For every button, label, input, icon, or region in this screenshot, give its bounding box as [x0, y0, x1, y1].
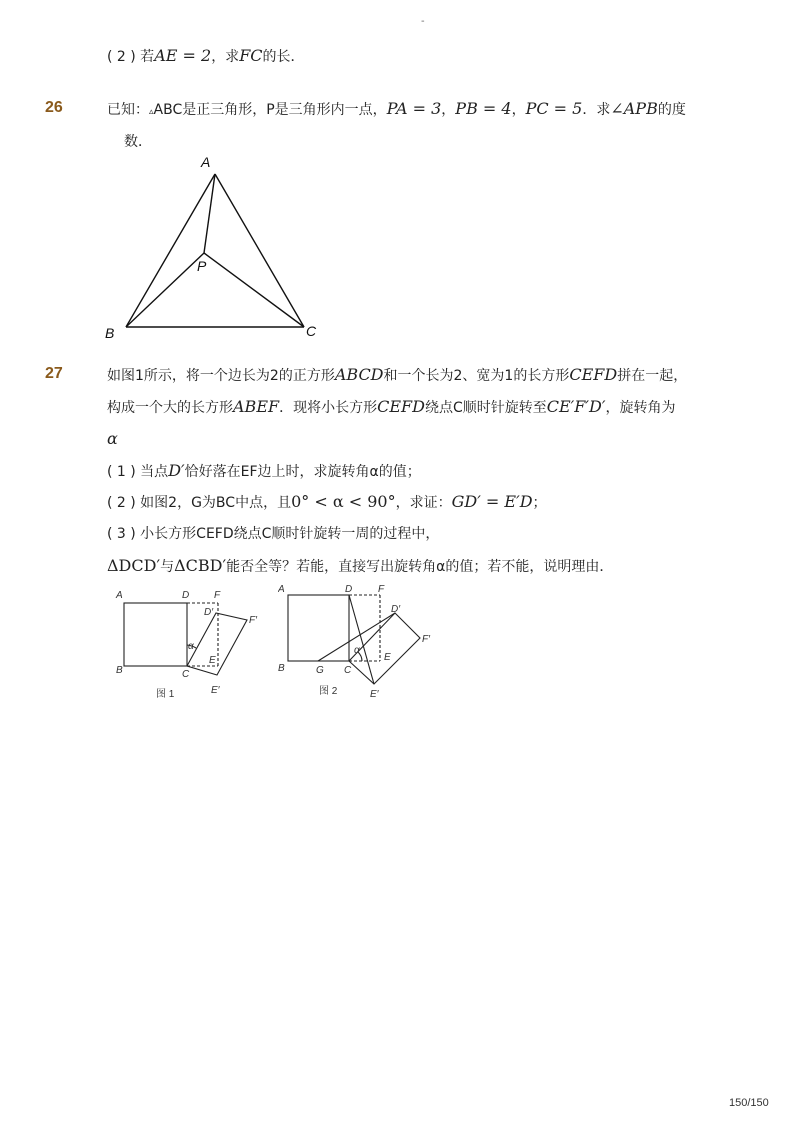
q27-figure-2 — [278, 580, 443, 705]
segment-pa — [204, 174, 215, 253]
fig1-label-e: E — [209, 655, 216, 666]
q27-l2c: 绕点C顺时针旋转至 — [424, 400, 547, 416]
q27-p2c: ； — [532, 495, 547, 511]
label-c: C — [306, 323, 317, 339]
q25-math-ae: AE = 2 — [154, 46, 212, 65]
q27-l2b: ．现将小长方形 — [279, 400, 378, 416]
fig2-label-a: A — [278, 584, 285, 595]
fig2-label-eprime: E′ — [370, 689, 379, 700]
q27-l2d: ，旋转角为 — [605, 400, 676, 416]
fig2-label-g: G — [316, 665, 324, 676]
fig1-label-f: F — [214, 590, 221, 601]
q26-math-pc: PC = 5 — [525, 99, 583, 118]
q27-math-cefd-prime: CE′F′D′ — [546, 397, 606, 416]
q27-part3-line2 — [107, 556, 613, 577]
fig2-label-alpha: α — [354, 645, 360, 656]
q25-part2 — [107, 46, 305, 67]
q27-math-abef: ABEF — [233, 397, 280, 416]
q25-part2-mid: ，求 — [211, 49, 240, 65]
q26-line1 — [107, 99, 686, 122]
label-a: A — [201, 154, 211, 170]
q25-math-fc: FC — [239, 46, 263, 65]
fig2-label-e: E — [384, 652, 391, 663]
fig2-label-d: D — [345, 584, 353, 595]
fig1-label-dprime: D′ — [204, 607, 214, 618]
fig1-label-fprime: F′ — [249, 615, 257, 626]
q27-l2a: 构成一个大的长方形 — [107, 400, 233, 416]
q27-figure-1 — [110, 585, 270, 710]
q26-line2: 数． — [124, 134, 152, 150]
q27-p1b: 恰好落在EF边上时，求旋转角α的值； — [184, 464, 421, 480]
q26-text-c: ．求 — [582, 102, 611, 118]
q27-line2 — [107, 397, 675, 418]
fig1-caption: 图 1 — [156, 689, 175, 700]
q27-math-cbd: ΔCBD′ — [174, 556, 227, 575]
q27-p2a: ( 2 ) 如图2，G为BC中点，且 — [107, 495, 292, 511]
q27-alpha: α — [107, 429, 118, 448]
q27-math-range: 0° < α < 90° — [291, 492, 396, 511]
square-abcd — [288, 595, 349, 661]
fig1-label-b: B — [116, 665, 123, 676]
q26-number: 26 — [45, 99, 63, 116]
q27-math-cefd: CEFD — [569, 365, 618, 384]
segment-pb — [126, 253, 204, 327]
q27-math-dcd: ΔDCD′ — [107, 556, 161, 575]
fig2-label-b: B — [278, 663, 285, 674]
q27-math-proof: GD′ = E′D — [451, 492, 533, 511]
fig1-label-c: C — [182, 669, 190, 680]
fig1-label-a: A — [116, 590, 123, 601]
q26-text-b: ABC是正三角形，P是三角形内一点， — [153, 102, 387, 118]
q26-math-pb: PB = 4 — [455, 99, 512, 118]
q27-math-cefd-2: CEFD — [377, 397, 425, 416]
q26-text-a: 已知： — [107, 102, 149, 118]
square-abcd — [124, 603, 187, 666]
q27-math-dprime: D′ — [168, 461, 185, 480]
q27-part1 — [107, 461, 421, 482]
q26-sep2: ， — [511, 102, 526, 118]
q27-l1b: 和一个长为2、宽为1的长方形 — [383, 368, 570, 384]
q26-sep1: ， — [441, 102, 456, 118]
q27-l1a: 如图1所示，将一个边长为2的正方形 — [107, 368, 335, 384]
q27-line1 — [107, 365, 687, 386]
q27-p4b: 能否全等？若能，直接写出旋转角α的值；若不能，说明理由． — [226, 559, 614, 575]
page-number: 150/150 — [729, 1097, 769, 1109]
q27-l1c: 拼在一起， — [617, 368, 688, 384]
q26-math-pa: PA = 3 — [386, 99, 442, 118]
q27-number: 27 — [45, 365, 63, 382]
fig1-label-d: D — [182, 590, 190, 601]
fig2-label-f: F — [378, 584, 385, 595]
q27-part3: ( 3 ) 小长方形CEFD绕点C顺时针旋转一周的过程中， — [107, 526, 440, 542]
q25-part2-prefix: ( 2 ) 若 — [107, 49, 155, 65]
q27-p2b: ，求证： — [395, 495, 452, 511]
fig1-label-alpha: α — [188, 641, 194, 652]
fig2-label-fprime: F′ — [422, 634, 430, 645]
label-b: B — [105, 325, 115, 341]
fig2-label-dprime: D′ — [391, 604, 401, 615]
q26-text-d: 的度 — [657, 102, 686, 118]
q26-math-apb: ∠APB — [610, 99, 658, 118]
fig2-label-c: C — [344, 665, 352, 676]
side-ac — [215, 174, 304, 327]
fig1-label-eprime: E′ — [211, 685, 220, 696]
fig2-caption: 图 2 — [319, 686, 338, 697]
q26-triangle-figure — [100, 150, 330, 345]
label-p: P — [197, 258, 207, 274]
header-dash: - — [421, 16, 425, 27]
side-ab — [126, 174, 215, 327]
q27-p1a: ( 1 ) 当点 — [107, 464, 169, 480]
triangle-symbol: ▵ — [149, 107, 154, 117]
segment-pc — [204, 253, 304, 327]
q25-part2-suffix: 的长． — [262, 49, 305, 65]
q27-p4a: 与 — [160, 559, 175, 575]
q27-math-abcd: ABCD — [334, 365, 384, 384]
q27-part2 — [107, 492, 547, 513]
